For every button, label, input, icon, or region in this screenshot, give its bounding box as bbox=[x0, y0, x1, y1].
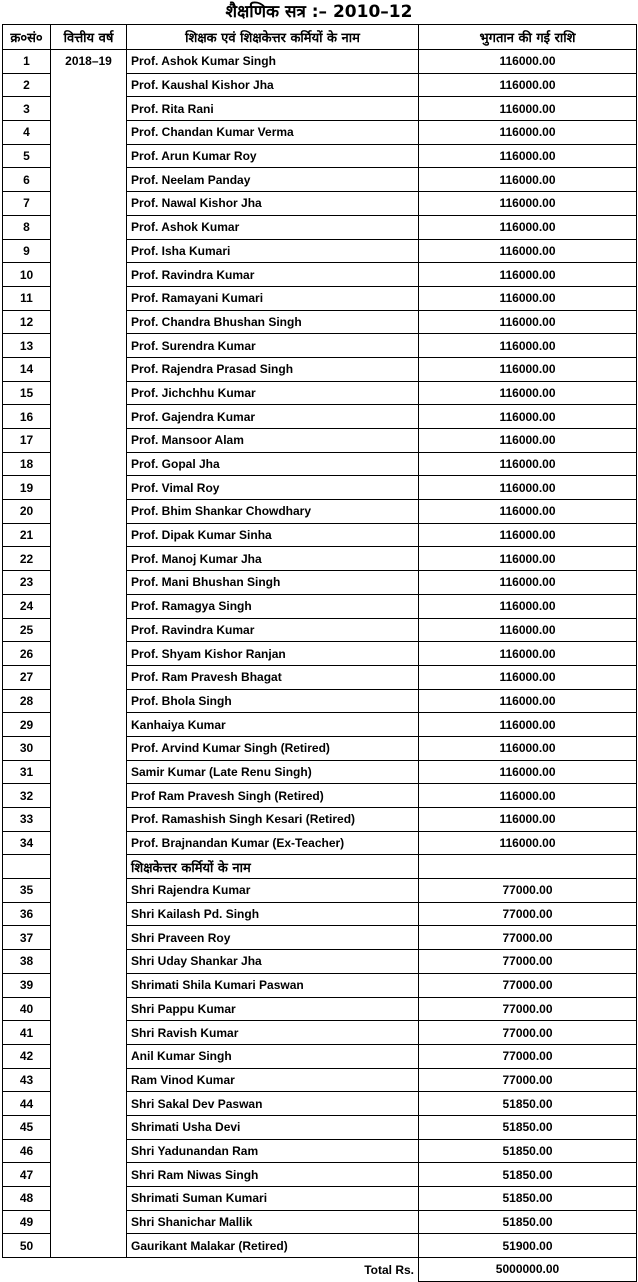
amount-paid: 116000.00 bbox=[419, 239, 637, 263]
amount-paid: 51850.00 bbox=[419, 1187, 637, 1211]
serial-number: 44 bbox=[3, 1092, 51, 1116]
amount-paid: 51850.00 bbox=[419, 1163, 637, 1187]
header-sn: क्र०सं० bbox=[3, 25, 51, 50]
person-name: Shri Ravish Kumar bbox=[127, 1021, 419, 1045]
person-name: Samir Kumar (Late Renu Singh) bbox=[127, 760, 419, 784]
serial-number: 22 bbox=[3, 547, 51, 571]
amount-paid: 116000.00 bbox=[419, 618, 637, 642]
serial-number: 9 bbox=[3, 239, 51, 263]
person-name: Prof. Bhola Singh bbox=[127, 689, 419, 713]
amount-paid: 116000.00 bbox=[419, 429, 637, 453]
serial-number: 8 bbox=[3, 215, 51, 239]
amount-paid: 51850.00 bbox=[419, 1115, 637, 1139]
amount-paid: 116000.00 bbox=[419, 523, 637, 547]
amount-paid: 116000.00 bbox=[419, 310, 637, 334]
serial-number: 27 bbox=[3, 665, 51, 689]
table-body bbox=[3, 50, 637, 1282]
person-name: Shri Uday Shankar Jha bbox=[127, 950, 419, 974]
amount-paid: 116000.00 bbox=[419, 286, 637, 310]
person-name: Prof. Rajendra Prasad Singh bbox=[127, 357, 419, 381]
amount-paid: 116000.00 bbox=[419, 50, 637, 74]
serial-number: 49 bbox=[3, 1210, 51, 1234]
amount-paid: 116000.00 bbox=[419, 168, 637, 192]
serial-number: 42 bbox=[3, 1044, 51, 1068]
amount-paid: 116000.00 bbox=[419, 476, 637, 500]
serial-number: 7 bbox=[3, 192, 51, 216]
serial-number: 29 bbox=[3, 713, 51, 737]
person-name: Prof. Mani Bhushan Singh bbox=[127, 571, 419, 595]
person-name: Prof Ram Pravesh Singh (Retired) bbox=[127, 784, 419, 808]
total-row bbox=[3, 1258, 637, 1282]
amount-paid: 116000.00 bbox=[419, 144, 637, 168]
serial-number: 47 bbox=[3, 1163, 51, 1187]
serial-number: 14 bbox=[3, 357, 51, 381]
header-name: शिक्षक एवं शिक्षकेत्तर कर्मियों के नाम bbox=[127, 25, 419, 50]
amount-paid: 77000.00 bbox=[419, 950, 637, 974]
serial-number: 21 bbox=[3, 523, 51, 547]
serial-number: 25 bbox=[3, 618, 51, 642]
staff-section-label: शिक्षकेत्तर कर्मियों के नाम bbox=[127, 855, 419, 879]
amount-paid: 116000.00 bbox=[419, 452, 637, 476]
amount-paid: 77000.00 bbox=[419, 1044, 637, 1068]
amount-paid: 116000.00 bbox=[419, 784, 637, 808]
amount-paid: 116000.00 bbox=[419, 73, 637, 97]
table-row bbox=[3, 50, 637, 74]
serial-number: 1 bbox=[3, 50, 51, 74]
person-name: Shri Pappu Kumar bbox=[127, 997, 419, 1021]
amount-paid: 116000.00 bbox=[419, 97, 637, 121]
serial-number: 26 bbox=[3, 642, 51, 666]
amount-paid: 116000.00 bbox=[419, 760, 637, 784]
amount-paid: 116000.00 bbox=[419, 357, 637, 381]
amount-paid: 77000.00 bbox=[419, 1068, 637, 1092]
amount-paid bbox=[419, 855, 637, 879]
serial-number: 33 bbox=[3, 808, 51, 832]
serial-number: 41 bbox=[3, 1021, 51, 1045]
amount-paid: 116000.00 bbox=[419, 808, 637, 832]
serial-number: 24 bbox=[3, 594, 51, 618]
person-name: Gaurikant Malakar (Retired) bbox=[127, 1234, 419, 1258]
total-label: Total Rs. bbox=[364, 1262, 414, 1277]
person-name: Prof. Vimal Roy bbox=[127, 476, 419, 500]
serial-number: 45 bbox=[3, 1115, 51, 1139]
serial-number: 36 bbox=[3, 902, 51, 926]
header-financial-year: वित्तीय वर्ष bbox=[51, 25, 127, 50]
person-name: Shri Shanichar Mallik bbox=[127, 1210, 419, 1234]
person-name: Prof. Gopal Jha bbox=[127, 452, 419, 476]
person-name: Prof. Neelam Panday bbox=[127, 168, 419, 192]
person-name: Prof. Mansoor Alam bbox=[127, 429, 419, 453]
person-name: Prof. Dipak Kumar Sinha bbox=[127, 523, 419, 547]
person-name: Prof. Ravindra Kumar bbox=[127, 618, 419, 642]
amount-paid: 116000.00 bbox=[419, 192, 637, 216]
person-name: Shrimati Suman Kumari bbox=[127, 1187, 419, 1211]
person-name: Prof. Ashok Kumar bbox=[127, 215, 419, 239]
amount-paid: 51850.00 bbox=[419, 1210, 637, 1234]
serial-number: 50 bbox=[3, 1234, 51, 1258]
person-name: Shri Praveen Roy bbox=[127, 926, 419, 950]
amount-paid: 77000.00 bbox=[419, 997, 637, 1021]
serial-number: 34 bbox=[3, 831, 51, 855]
amount-paid: 116000.00 bbox=[419, 713, 637, 737]
person-name: Prof. Bhim Shankar Chowdhary bbox=[127, 500, 419, 524]
serial-number: 18 bbox=[3, 452, 51, 476]
person-name: Shri Kailash Pd. Singh bbox=[127, 902, 419, 926]
person-name: Shrimati Usha Devi bbox=[127, 1115, 419, 1139]
person-name: Prof. Arun Kumar Roy bbox=[127, 144, 419, 168]
person-name: Prof. Nawal Kishor Jha bbox=[127, 192, 419, 216]
amount-paid: 116000.00 bbox=[419, 831, 637, 855]
serial-number: 32 bbox=[3, 784, 51, 808]
person-name: Prof. Arvind Kumar Singh (Retired) bbox=[127, 736, 419, 760]
amount-paid: 77000.00 bbox=[419, 902, 637, 926]
person-name: Prof. Kaushal Kishor Jha bbox=[127, 73, 419, 97]
person-name: Shri Sakal Dev Paswan bbox=[127, 1092, 419, 1116]
serial-number bbox=[3, 855, 51, 879]
serial-number: 5 bbox=[3, 144, 51, 168]
amount-paid: 116000.00 bbox=[419, 405, 637, 429]
person-name: Shrimati Shila Kumari Paswan bbox=[127, 973, 419, 997]
serial-number: 37 bbox=[3, 926, 51, 950]
amount-paid: 51850.00 bbox=[419, 1092, 637, 1116]
serial-number: 16 bbox=[3, 405, 51, 429]
serial-number: 17 bbox=[3, 429, 51, 453]
person-name: Prof. Ramayani Kumari bbox=[127, 286, 419, 310]
serial-number: 2 bbox=[3, 73, 51, 97]
amount-paid: 116000.00 bbox=[419, 642, 637, 666]
serial-number: 20 bbox=[3, 500, 51, 524]
person-name: Prof. Chandan Kumar Verma bbox=[127, 121, 419, 145]
person-name: Kanhaiya Kumar bbox=[127, 713, 419, 737]
person-name: Prof. Ramashish Singh Kesari (Retired) bbox=[127, 808, 419, 832]
serial-number: 12 bbox=[3, 310, 51, 334]
session-title: शैक्षणिक सत्र :– 2010–12 bbox=[225, 2, 413, 22]
serial-number: 23 bbox=[3, 571, 51, 595]
person-name: Prof. Ramagya Singh bbox=[127, 594, 419, 618]
amount-paid: 116000.00 bbox=[419, 594, 637, 618]
amount-paid: 77000.00 bbox=[419, 879, 637, 903]
serial-number: 4 bbox=[3, 121, 51, 145]
serial-number: 40 bbox=[3, 997, 51, 1021]
serial-number: 19 bbox=[3, 476, 51, 500]
amount-paid: 77000.00 bbox=[419, 926, 637, 950]
serial-number: 46 bbox=[3, 1139, 51, 1163]
amount-paid: 116000.00 bbox=[419, 263, 637, 287]
serial-number: 38 bbox=[3, 950, 51, 974]
serial-number: 6 bbox=[3, 168, 51, 192]
person-name: Shri Yadunandan Ram bbox=[127, 1139, 419, 1163]
person-name: Prof. Shyam Kishor Ranjan bbox=[127, 642, 419, 666]
serial-number: 35 bbox=[3, 879, 51, 903]
amount-paid: 116000.00 bbox=[419, 381, 637, 405]
person-name: Prof. Chandra Bhushan Singh bbox=[127, 310, 419, 334]
serial-number: 30 bbox=[3, 736, 51, 760]
person-name: Ram Vinod Kumar bbox=[127, 1068, 419, 1092]
amount-paid: 77000.00 bbox=[419, 973, 637, 997]
person-name: Prof. Surendra Kumar bbox=[127, 334, 419, 358]
person-name: Prof. Ravindra Kumar bbox=[127, 263, 419, 287]
serial-number: 15 bbox=[3, 381, 51, 405]
person-name: Shri Ram Niwas Singh bbox=[127, 1163, 419, 1187]
person-name: Prof. Brajnandan Kumar (Ex-Teacher) bbox=[127, 831, 419, 855]
amount-paid: 116000.00 bbox=[419, 500, 637, 524]
person-name: Prof. Ashok Kumar Singh bbox=[127, 50, 419, 74]
serial-number: 11 bbox=[3, 286, 51, 310]
serial-number: 43 bbox=[3, 1068, 51, 1092]
amount-paid: 116000.00 bbox=[419, 334, 637, 358]
serial-number: 48 bbox=[3, 1187, 51, 1211]
serial-number: 10 bbox=[3, 263, 51, 287]
amount-paid: 116000.00 bbox=[419, 121, 637, 145]
person-name: Prof. Ram Pravesh Bhagat bbox=[127, 665, 419, 689]
serial-number: 13 bbox=[3, 334, 51, 358]
person-name: Prof. Isha Kumari bbox=[127, 239, 419, 263]
header-row bbox=[3, 25, 637, 50]
person-name: Prof. Rita Rani bbox=[127, 97, 419, 121]
person-name: Prof. Manoj Kumar Jha bbox=[127, 547, 419, 571]
serial-number: 39 bbox=[3, 973, 51, 997]
header-amount: भुगतान की गई राशि bbox=[419, 25, 637, 50]
amount-paid: 116000.00 bbox=[419, 665, 637, 689]
serial-number: 28 bbox=[3, 689, 51, 713]
amount-paid: 116000.00 bbox=[419, 215, 637, 239]
payment-table bbox=[2, 24, 637, 1282]
person-name: Anil Kumar Singh bbox=[127, 1044, 419, 1068]
amount-paid: 116000.00 bbox=[419, 736, 637, 760]
amount-paid: 116000.00 bbox=[419, 689, 637, 713]
amount-paid: 116000.00 bbox=[419, 571, 637, 595]
total-amount: 5000000.00 bbox=[419, 1258, 637, 1282]
person-name: Prof. Gajendra Kumar bbox=[127, 405, 419, 429]
person-name: Shri Rajendra Kumar bbox=[127, 879, 419, 903]
person-name: Prof. Jichchhu Kumar bbox=[127, 381, 419, 405]
financial-year: 2018–19 bbox=[51, 50, 127, 1258]
amount-paid: 51900.00 bbox=[419, 1234, 637, 1258]
serial-number: 31 bbox=[3, 760, 51, 784]
amount-paid: 77000.00 bbox=[419, 1021, 637, 1045]
serial-number: 3 bbox=[3, 97, 51, 121]
amount-paid: 116000.00 bbox=[419, 547, 637, 571]
amount-paid: 51850.00 bbox=[419, 1139, 637, 1163]
